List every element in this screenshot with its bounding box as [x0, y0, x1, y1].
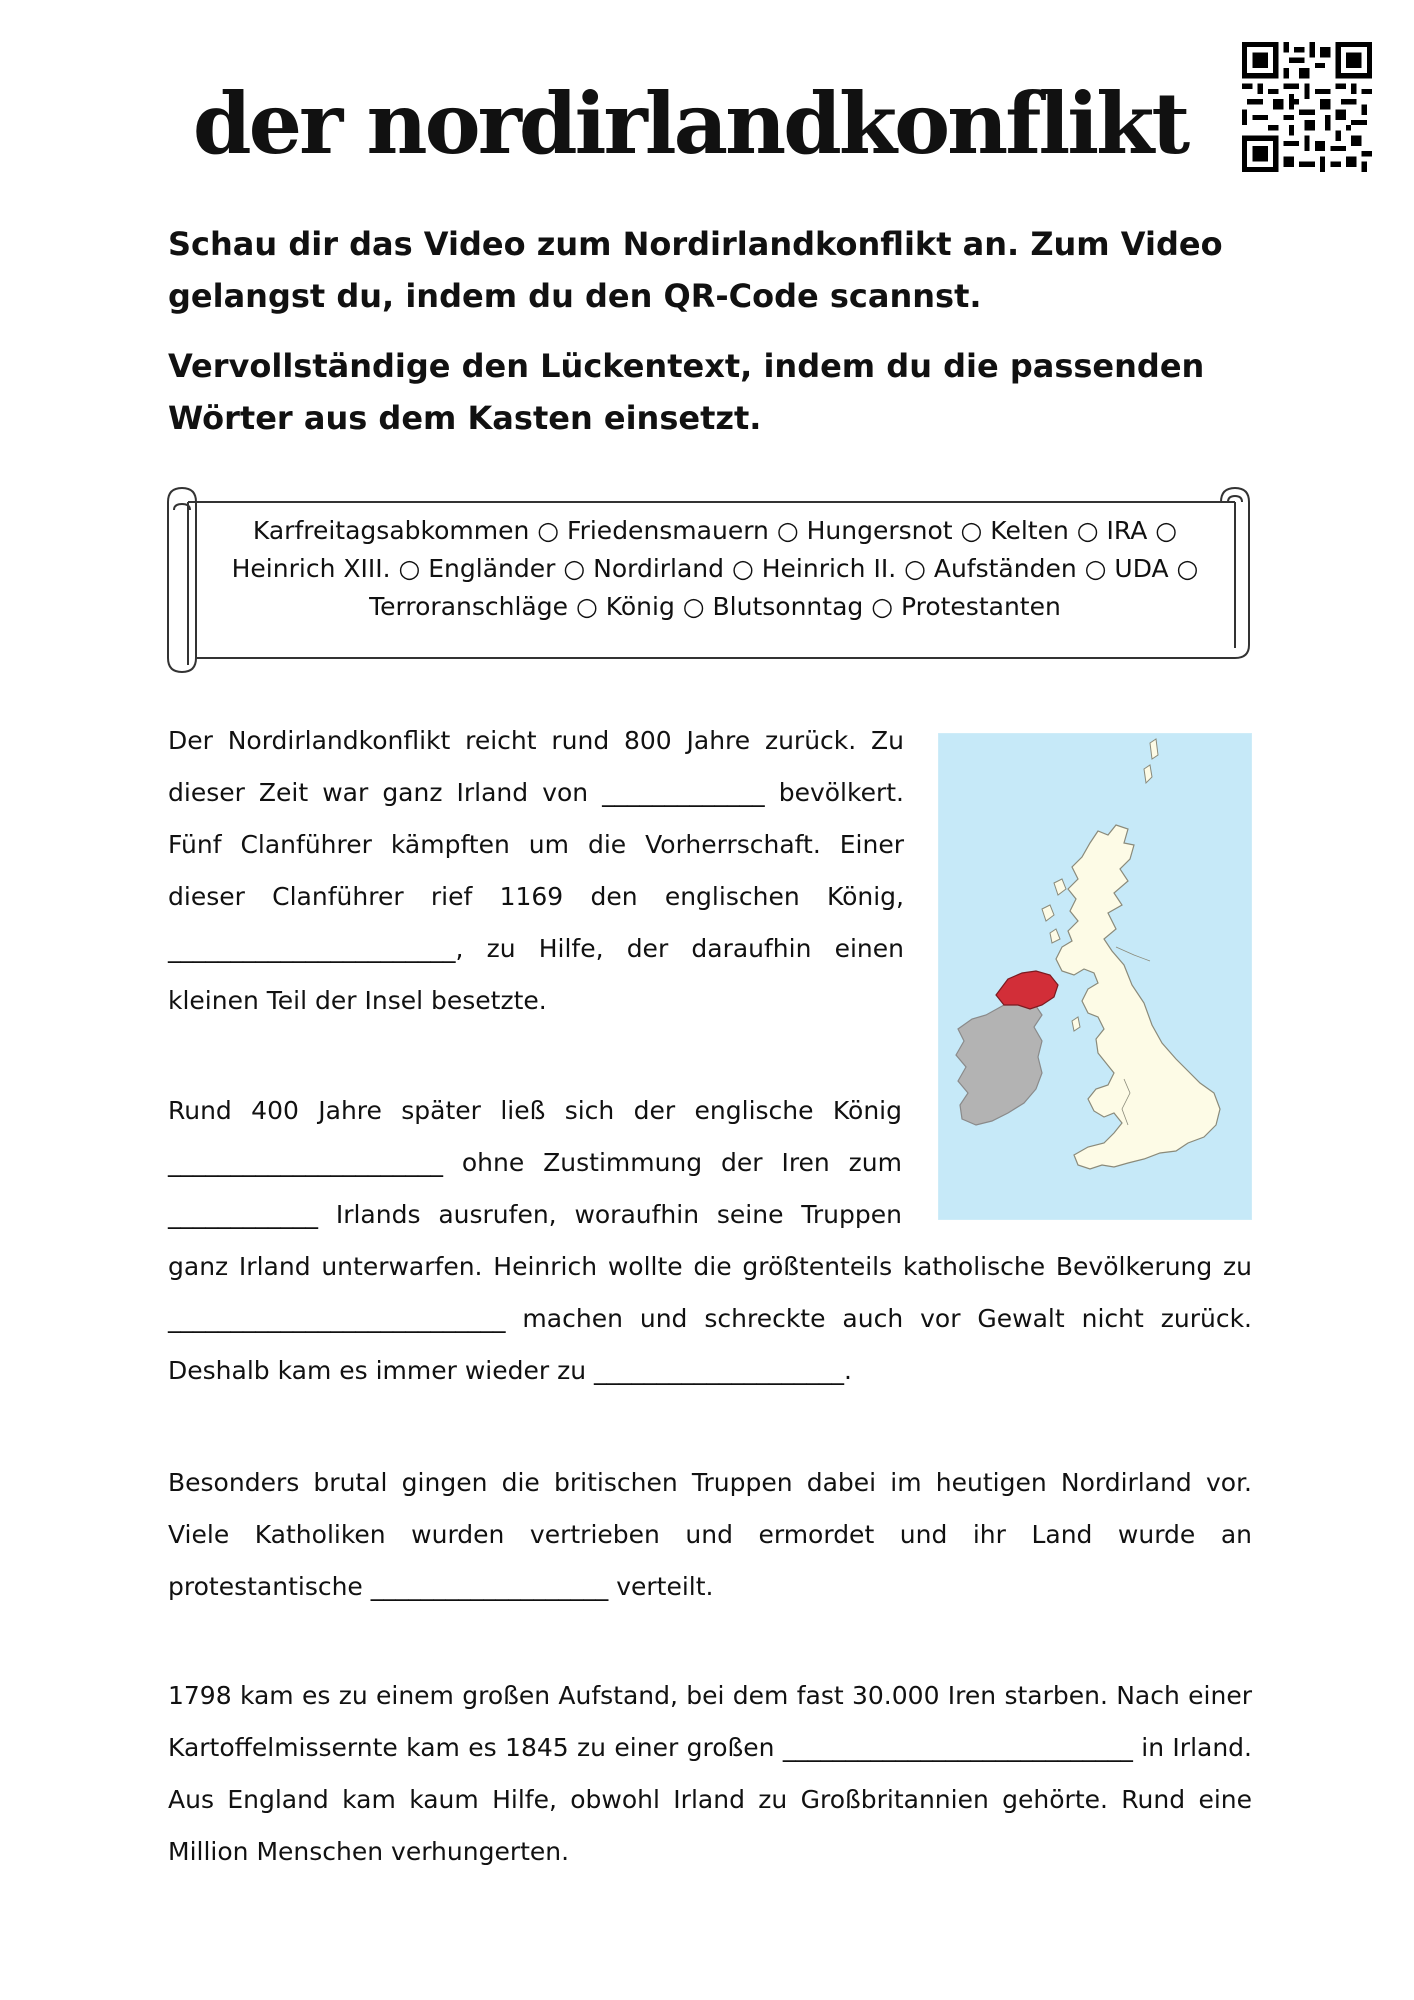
- cloze-paragraph-4: 1798 kam es zu einem großen Aufstand, bei dem fast 30.000 Iren starben. Nach einer Kartoffelmissernte kam es 1845 zu einer großen ____________________________ in Irland. Aus England kam kaum Hilfe, obwohl Irland zu Großbritannien gehörte. Rund eine Million Menschen verhungerten.: [168, 1681, 1252, 1866]
- paragraph-1-text: Der Nordirlandkonflikt reicht rund 800 Jahre zurück. Zu dieser Zeit war ganz Irland von _____________ bevölkert. Fünf Clanführer kämpften um die Vorherrschaft. Einer dieser Clanführer rief 1169 den englischen König, _______________________, zu Hilfe, der daraufhin einen kleinen Teil der Insel besetzte.: [168, 726, 904, 1015]
- task-instruction-video: Schau dir das Video zum Nordirlandkonflikt an. Zum Video gelangst du, indem du den QR-Code scannst.: [168, 225, 1223, 315]
- task-instruction-cloze: Vervollständige den Lückentext, indem du die passenden Wörter aus dem Kasten einsetzt.: [168, 347, 1205, 437]
- qr-code-icon[interactable]: [1242, 42, 1372, 172]
- paragraph-2-text: Rund 400 Jahre später ließ sich der englische König ______________________ ohne Zustimmung der Iren zum ____________ Irlands ausrufen, woraufhin seine Truppen ganz Irland unterwarfen. Heinrich wollte die größtenteils katholische Bevölkerung zu ___________________________ machen und schreckte auch vor Gewalt nicht zurück. Deshalb kam es immer wieder zu ____________________.: [168, 1096, 1252, 1385]
- word-box: Karfreitagsabkommen ○ Friedensmauern ○ Hungersnot ○ Kelten ○ IRA ○ Heinrich XIII. ○ Engländer ○ Nordirland ○ Heinrich II. ○ Aufständen ○ UDA ○ Terroranschläge ○ König ○ Blutsonntag ○ Protestanten: [231, 516, 1199, 621]
- page-title: der nordirlandkonflikt: [192, 74, 1188, 173]
- map-northern-ireland: [938, 733, 1252, 1220]
- cloze-paragraph-3: Besonders brutal gingen die britischen Truppen dabei im heutigen Nordirland vor. Viele Katholiken wurden vertrieben und ermordet und ihr Land wurde an protestantische ___________________ verteilt.: [168, 1468, 1252, 1601]
- cloze-paragraph-1: [168, 715, 904, 1027]
